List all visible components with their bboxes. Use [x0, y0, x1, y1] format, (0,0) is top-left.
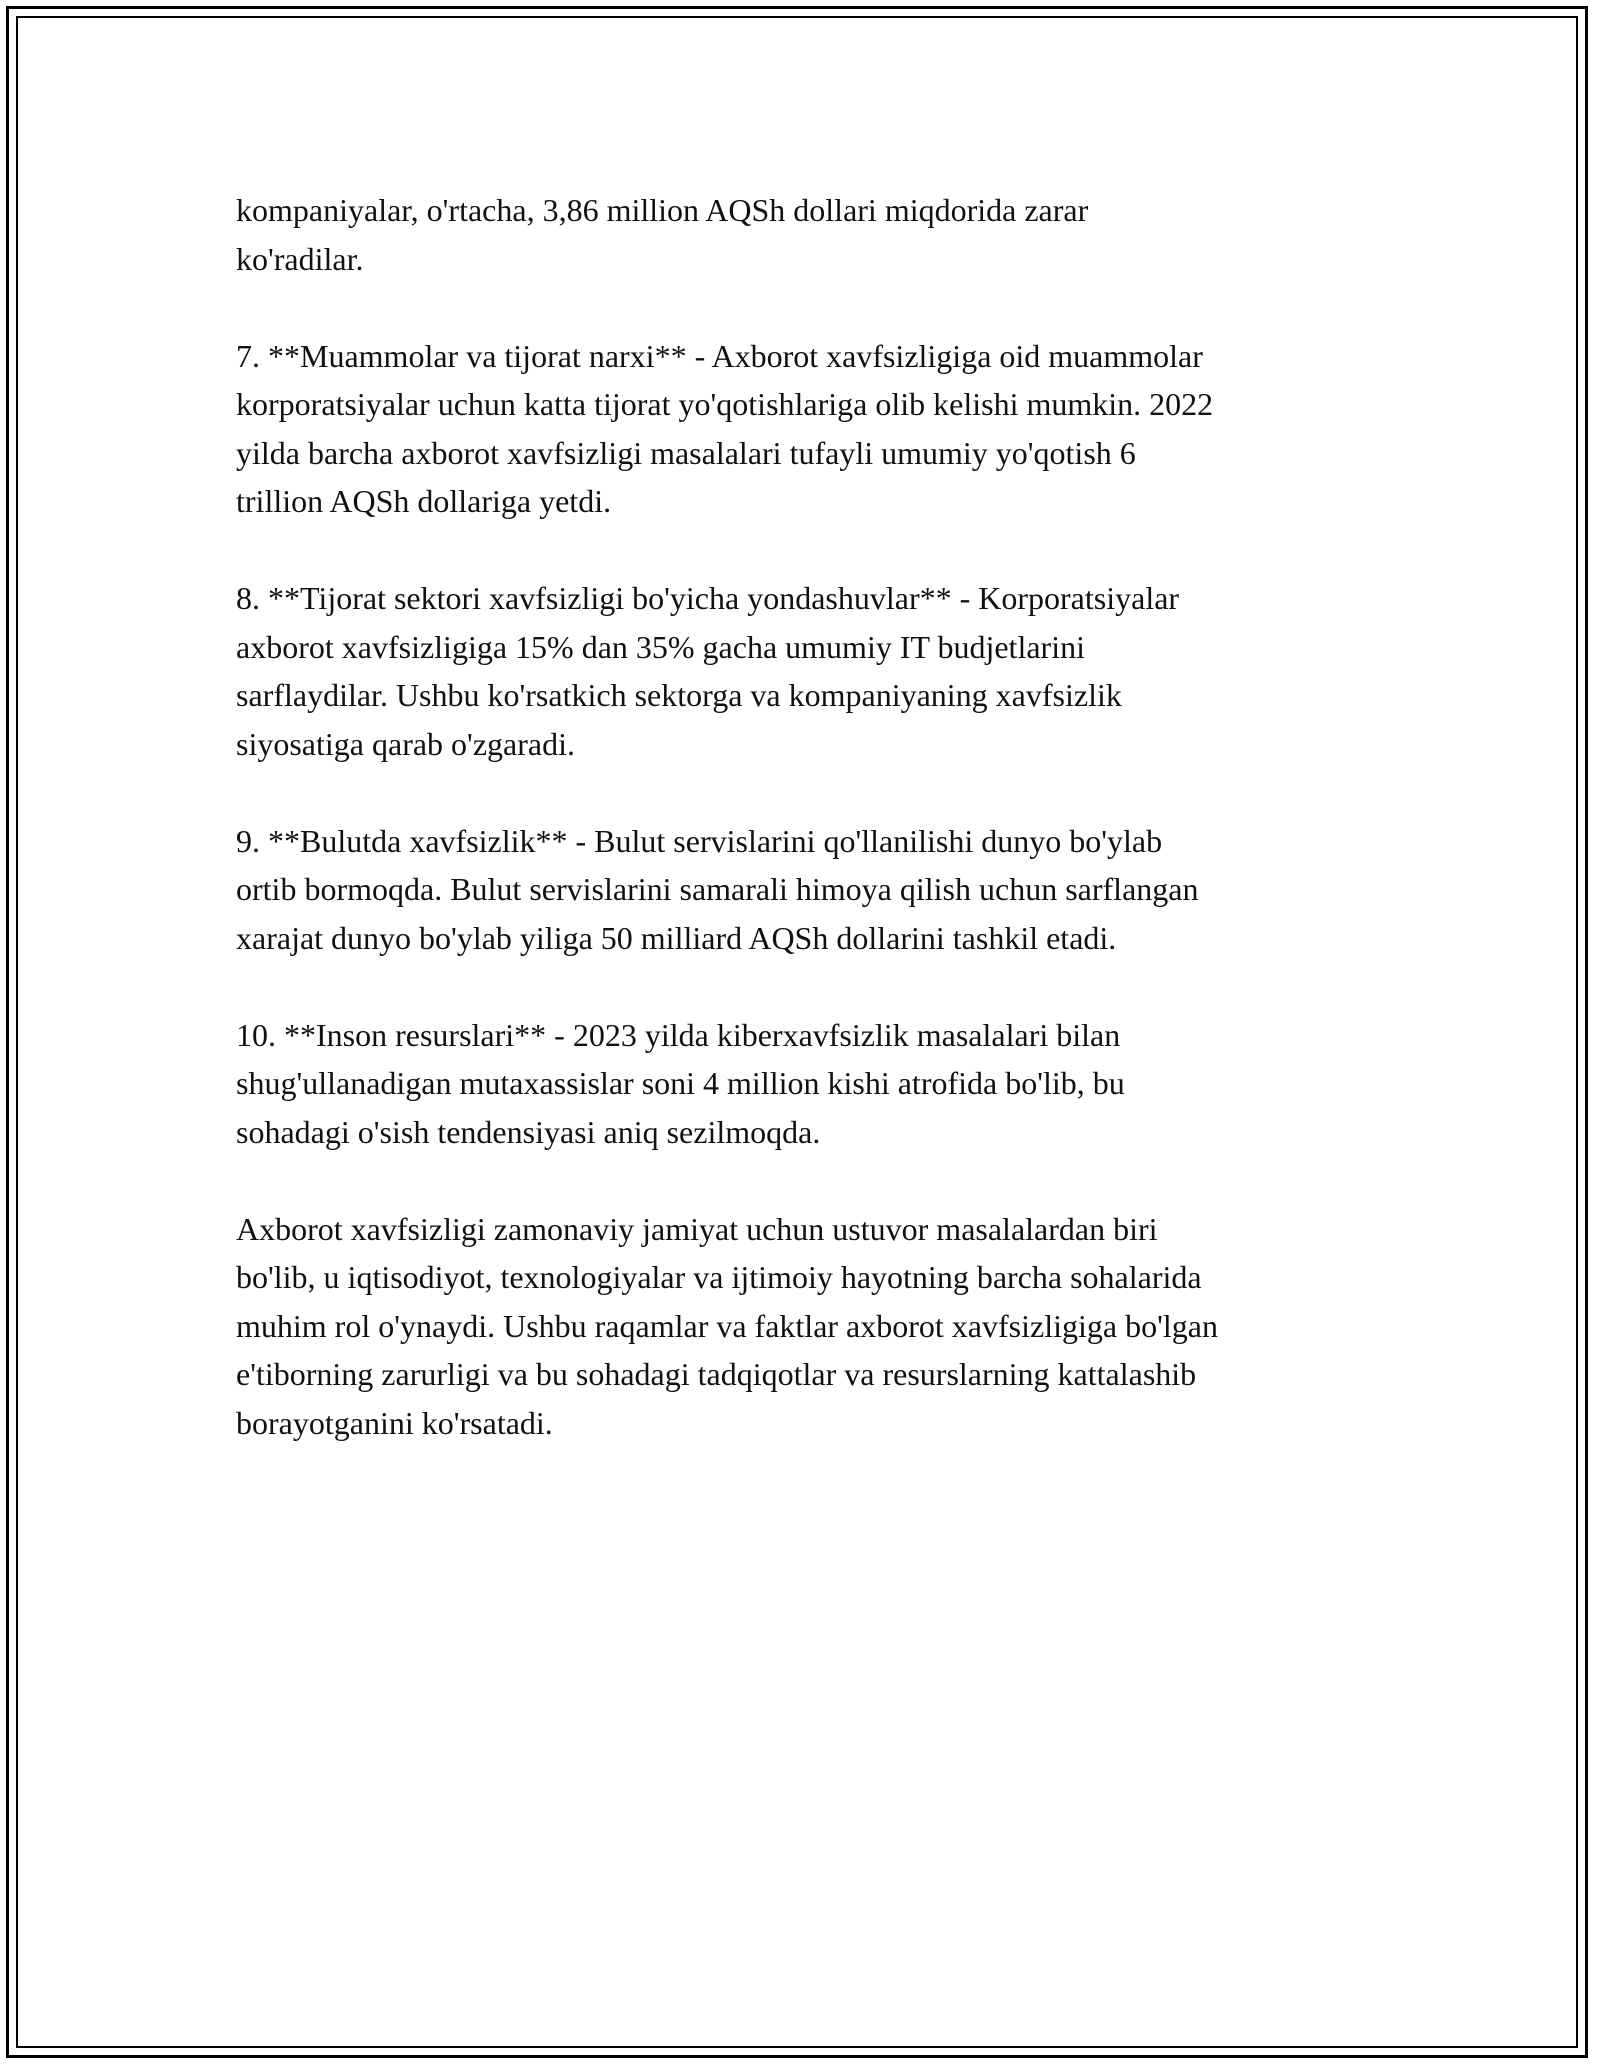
text-line: sarflaydilar. Ushbu ko'rsatkich sektorga va kompaniyaning xavfsizlik — [236, 677, 1122, 713]
text-line: borayotganini ko'rsatadi. — [236, 1404, 553, 1441]
text-line: axborot xavfsizligiga 15% dan 35% gacha umumiy IT budjetlarini — [236, 628, 1085, 665]
text-line: Axborot xavfsizligi zamonaviy jamiyat uchun ustuvor masalalardan biri — [236, 1210, 1158, 1247]
paragraph-intro-continuation — [236, 186, 1376, 283]
document-body — [236, 186, 1376, 1496]
text-line: muhim rol o'ynaydi. Ushbu raqamlar va faktlar axborot xavfsizligiga bo'lgan — [236, 1307, 1218, 1344]
text-line: shug'ullanadigan mutaxassislar soni 4 million kishi atrofida bo'lib, bu — [236, 1065, 1125, 1101]
paragraph-item-7 — [236, 332, 1376, 526]
text-line: korporatsiyalar uchun katta tijorat yo'qotishlariga olib kelishi mumkin. 2022 — [236, 386, 1214, 422]
text-line: siyosatiga qarab o'zgaradi. — [236, 725, 575, 762]
paragraph-item-8 — [236, 574, 1376, 768]
paragraph-conclusion — [236, 1205, 1376, 1448]
text-line: ko'radilar. — [236, 240, 364, 277]
text-line: ortib bormoqda. Bulut servislarini samarali himoya qilish uchun sarflangan — [236, 871, 1199, 907]
text-line: 10. **Inson resurslari** - 2023 yilda kiberxavfsizlik masalalari bilan — [236, 1016, 1121, 1053]
text-line: xarajat dunyo bo'ylab yiliga 50 milliard AQSh dollarini tashkil etadi. — [236, 919, 1117, 956]
text-line: 9. **Bulutda xavfsizlik** - Bulut servislarini qo'llanilishi dunyo bo'ylab — [236, 822, 1163, 859]
paragraph-item-9 — [236, 817, 1376, 963]
text-line: e'tiborning zarurligi va bu sohadagi tadqiqotlar va resurslarning kattalashib — [236, 1356, 1197, 1392]
text-line: kompaniyalar, o'rtacha, 3,86 million AQSh dollari miqdorida zarar — [236, 192, 1089, 228]
paragraph-item-10 — [236, 1011, 1376, 1157]
text-line: bo'lib, u iqtisodiyot, texnologiyalar va ijtimoiy hayotning barcha sohalarida — [236, 1259, 1202, 1295]
text-line: yilda barcha axborot xavfsizligi masalalari tufayli umumiy yo'qotish 6 — [236, 434, 1136, 471]
text-line: sohadagi o'sish tendensiyasi aniq sezilmoqda. — [236, 1113, 821, 1150]
text-line: 7. **Muammolar va tijorat narxi** - Axborot xavfsizligiga oid muammolar — [236, 337, 1203, 374]
text-line: trillion AQSh dollariga yetdi. — [236, 483, 612, 519]
text-line: 8. **Tijorat sektori xavfsizligi bo'yicha yondashuvlar** - Korporatsiyalar — [236, 580, 1180, 616]
